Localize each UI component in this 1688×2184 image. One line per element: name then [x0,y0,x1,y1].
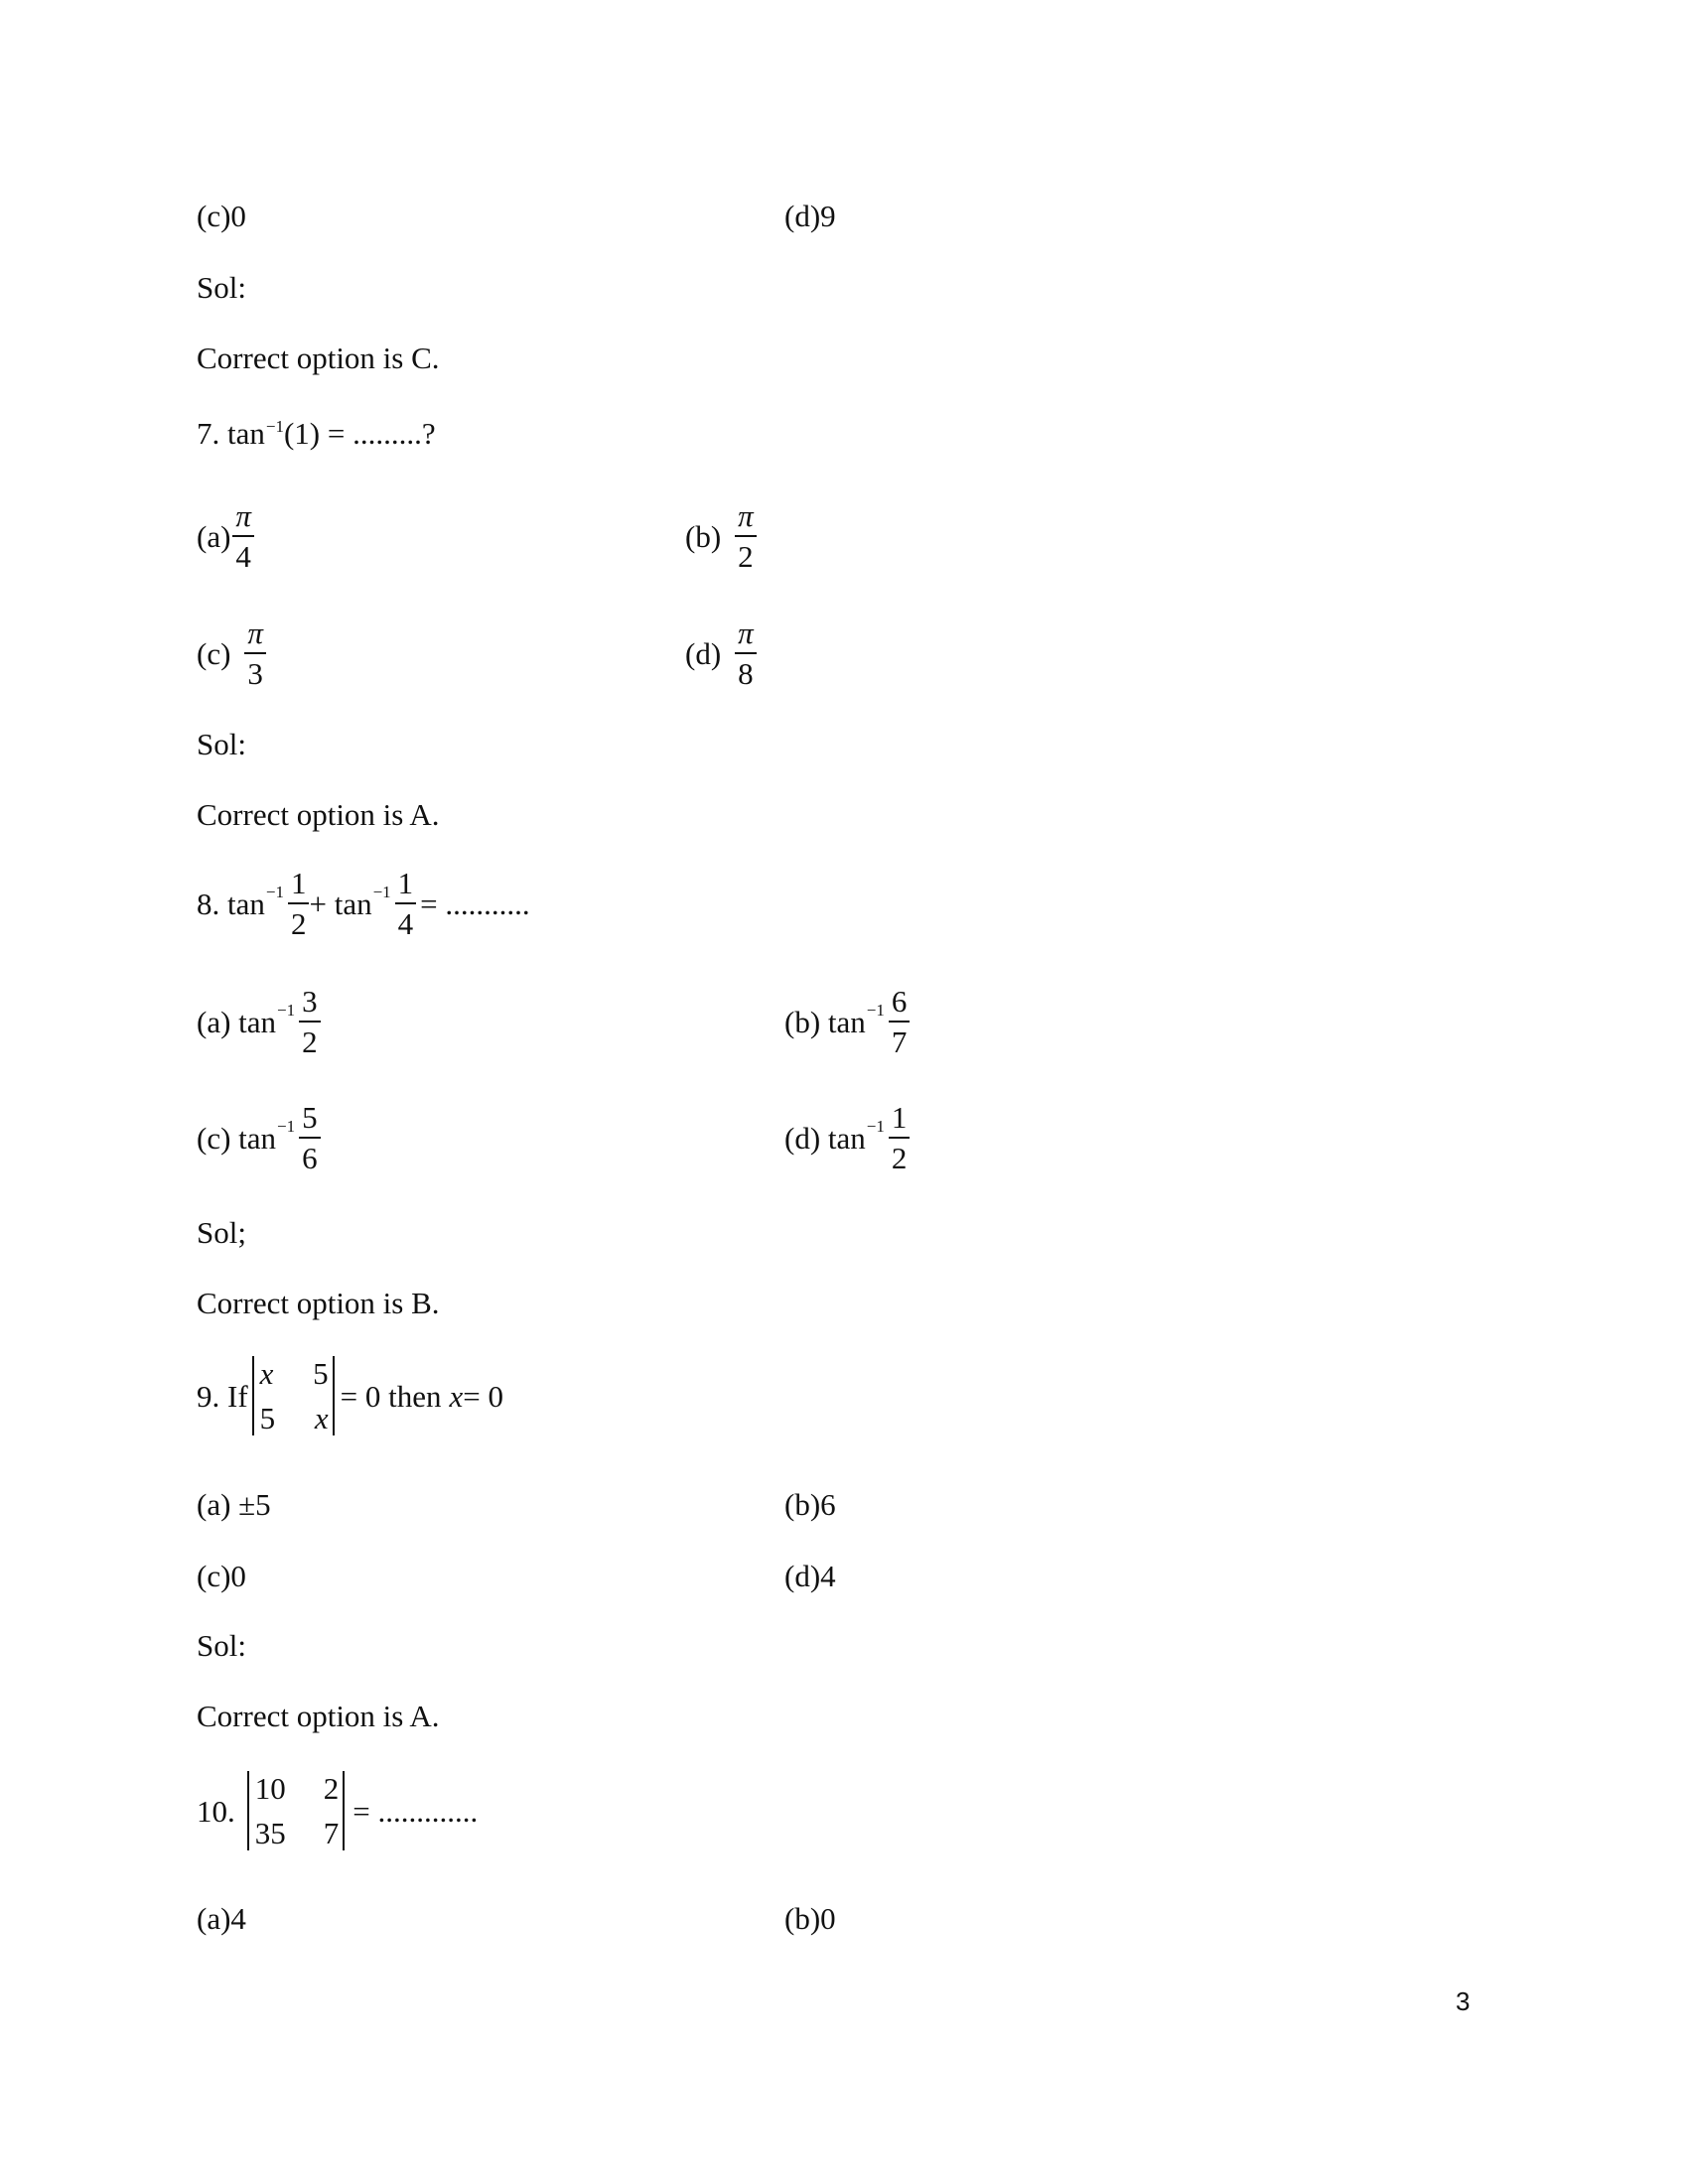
q8-answer: Correct option is B. [197,1286,440,1320]
q10-option-a: (a)4 [197,1901,246,1936]
q7-question: 7. $\tan^{-1}(1)$ = .........? [197,416,436,451]
determinant-matrix: 10 2 35 7 [247,1771,346,1850]
q9-sol: Sol: [197,1628,246,1663]
q7-option-d: (d) $\frac{\pi}{8}$ [685,617,757,689]
q7-option-a: (a) $\frac{\pi}{4}$ [197,500,254,572]
q6-sol: Sol: [197,270,246,305]
q7-option-c: (c) $\frac{\pi}{3}$ [197,617,266,689]
q9-option-d: (d)4 [784,1559,836,1593]
q8-option-d: (d) tan $^{-1}$ $\frac{1}{2}$ [784,1102,910,1173]
q8-option-b: (b) tan $^{-1}$ $\frac{6}{7}$ [784,986,910,1057]
q6-option-d: (d)9 [784,199,836,233]
q8-question: 8. tan $^{-1}$ $\frac{1}{2}$ + tan $^{-1}$ $\frac{1}{4}$ = ........... [197,866,530,941]
q7-option-b: (b) $\frac{\pi}{2}$ [685,500,757,572]
fraction: $\frac{1}{4}$ [395,868,417,939]
q9-option-a: (a) ±5 [197,1487,271,1522]
fraction: $\frac{3}{2}$ [299,986,321,1057]
fraction: $\frac{\pi}{3}$ [244,617,266,689]
q8-option-c: (c) tan $^{-1}$ $\frac{5}{6}$ [197,1102,321,1173]
q8-sol: Sol; [197,1215,246,1250]
q6-option-c: (c)0 [197,199,246,233]
q9-question: 9. If x 5 5 x = 0 then x = 0 [197,1356,504,1435]
q9-answer: Correct option is A. [197,1699,440,1733]
q7-sol: Sol: [197,727,246,761]
fraction: $\frac{\pi}{2}$ [735,500,757,572]
fraction: $\frac{1}{2}$ [288,868,310,939]
q8-option-a: (a) tan $^{-1}$ $\frac{3}{2}$ [197,986,321,1057]
determinant-matrix: x 5 5 x [252,1356,335,1435]
q6-answer: Correct option is C. [197,341,440,375]
fraction: $\frac{\pi}{8}$ [735,617,757,689]
q9-option-b: (b)6 [784,1487,836,1522]
fraction: $\frac{1}{2}$ [889,1102,911,1173]
q9-option-c: (c)0 [197,1559,246,1593]
fraction: $\frac{5}{6}$ [299,1102,321,1173]
q10-question: 10. 10 2 35 7 = ............. [197,1771,479,1850]
q7-answer: Correct option is A. [197,797,440,832]
fraction: $\frac{6}{7}$ [889,986,911,1057]
q10-option-b: (b)0 [784,1901,836,1936]
fraction: $\frac{\pi}{4}$ [232,500,254,572]
page-number: 3 [1456,1986,1471,2016]
